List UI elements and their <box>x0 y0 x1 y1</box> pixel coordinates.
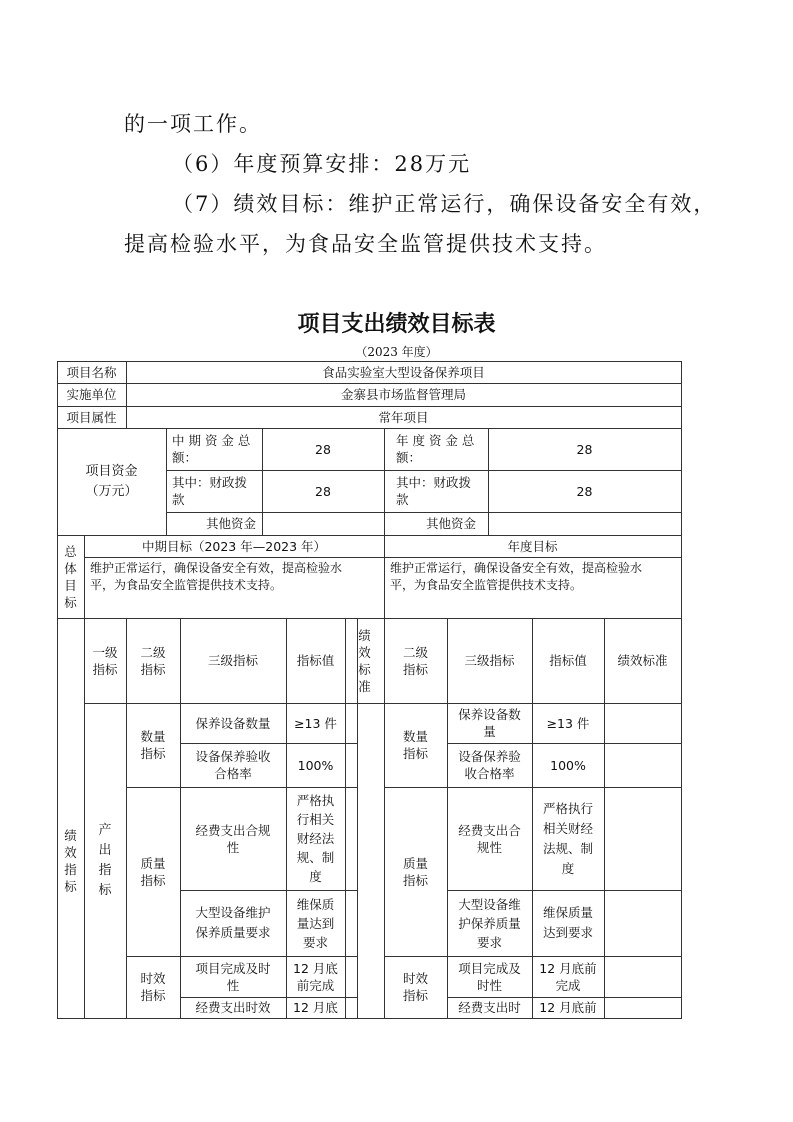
lvl2-header: 二级 指标 <box>140 644 166 677</box>
goal-line: （7）绩效目标：维护正常运行，确保设备安全有效， <box>172 192 717 216</box>
budget-line: （6）年度预算安排：28万元 <box>172 152 472 176</box>
table-row: 设备保养验收 合格率 <box>195 749 271 781</box>
lvl2-header-right: 二级 指标 <box>402 644 428 677</box>
project-name-value: 食品实验室大型设备保养项目 <box>322 364 485 380</box>
table-row: 100% <box>297 757 334 773</box>
mid-total-label: 中 期 资 金 总 额： <box>172 433 251 465</box>
goals-side-label: 总 体 目 标 <box>64 543 77 610</box>
funds-label: 项目资金 （万元） <box>85 463 138 499</box>
table-row: 大型设备维 护保养质量 要求 <box>458 896 521 950</box>
lvl3-header: 三级指标 <box>207 653 258 668</box>
table-row: 保养设备数量 <box>195 715 271 731</box>
attr-label: 项目属性 <box>66 409 117 425</box>
year-total-value: 28 <box>576 441 593 457</box>
quality-label-left: 质量 指标 <box>140 855 166 888</box>
table-title: 项目支出绩效目标表 <box>297 312 496 337</box>
table-row: 经费支出合规 性 <box>195 822 271 855</box>
table-row: 100% <box>550 757 586 773</box>
table-row: 经费支出合 规性 <box>458 822 521 855</box>
standard-header-right: 绩效标准 <box>617 653 668 668</box>
output-indicator-label: 产 出 指 标 <box>98 822 112 898</box>
paragraph-line: 的一项工作。 <box>124 112 262 136</box>
table-row: 经费支出时 <box>458 1000 521 1015</box>
quantity-label-left: 数量 指标 <box>140 729 166 761</box>
value-header-right: 指标值 <box>549 653 587 668</box>
year-goal-text: 维护正常运行，确保设备安全有效，提高检验水 平，为食品安全监管提供技术支持。 <box>390 561 643 592</box>
table-row: 严格执行 相关财经 法规、制 度 <box>542 800 593 876</box>
table-row: 项目完成及 时性 <box>458 960 521 993</box>
table-row: 维保质量 达到要求 <box>542 905 593 940</box>
unit-value: 金寨县市场监督管理局 <box>340 387 466 402</box>
standard-header-left: 绩 效 标 准 <box>358 627 371 694</box>
table-row: 12 月底前 <box>539 1000 597 1015</box>
value-header: 指标值 <box>296 653 335 668</box>
table-year: （2023 年度） <box>355 345 438 359</box>
attr-value: 常年项目 <box>378 409 429 425</box>
year-other-label: 其他资金 <box>425 516 476 531</box>
table-row: 经费支出时效 <box>195 1000 271 1015</box>
table-row: 维保质 量达到 要求 <box>296 896 335 950</box>
quality-label-right: 质量 指标 <box>402 855 428 888</box>
project-name-label: 项目名称 <box>66 364 117 380</box>
table-row: 12 月底前 完成 <box>539 960 597 993</box>
time-label-left: 时效 指标 <box>140 971 166 1003</box>
goal-line-cont: 提高检验水平，为食品安全监管提供技术支持。 <box>124 232 607 256</box>
table-row: 12 月底 <box>293 1000 338 1015</box>
table-row: 严格执 行相关 财经法 规、制 度 <box>296 793 335 884</box>
year-fiscal-value: 28 <box>576 483 593 499</box>
table-row: 保养设备数 量 <box>458 707 521 739</box>
table-row: 项目完成及时 性 <box>195 960 271 993</box>
lvl3-header-right: 三级指标 <box>464 653 515 668</box>
mid-other-label: 其他资金 <box>205 516 256 531</box>
indicators-side-label: 绩 效 指 标 <box>64 827 77 894</box>
mid-goal-text: 维护正常运行，确保设备安全有效，提高检验水 平，为食品安全监管提供技术支持。 <box>90 561 343 592</box>
unit-label: 实施单位 <box>66 387 117 402</box>
year-fiscal-label: 其中：财政拨 款 <box>396 475 472 507</box>
time-label-right: 时效 指标 <box>402 971 428 1003</box>
year-goal-header: 年度目标 <box>507 538 558 554</box>
quantity-label-right: 数量 指标 <box>402 729 428 761</box>
table-row: ≥13 件 <box>546 715 590 731</box>
mid-total-value: 28 <box>315 441 331 457</box>
table-row: 大型设备维护 保养质量要求 <box>195 905 271 940</box>
table-row: 设备保养验 收合格率 <box>458 749 521 781</box>
table-row: ≥13 件 <box>294 715 337 731</box>
mid-goal-header: 中期目标（2023 年—2023 年） <box>141 538 327 554</box>
mid-fiscal-label: 其中：财政拨 款 <box>172 475 248 507</box>
table-row: 12 月底 前完成 <box>293 960 338 993</box>
year-total-label: 年 度 资 金 总 额： <box>396 433 475 465</box>
mid-fiscal-value: 28 <box>315 483 331 499</box>
lvl1-header: 一级 指标 <box>92 644 118 677</box>
